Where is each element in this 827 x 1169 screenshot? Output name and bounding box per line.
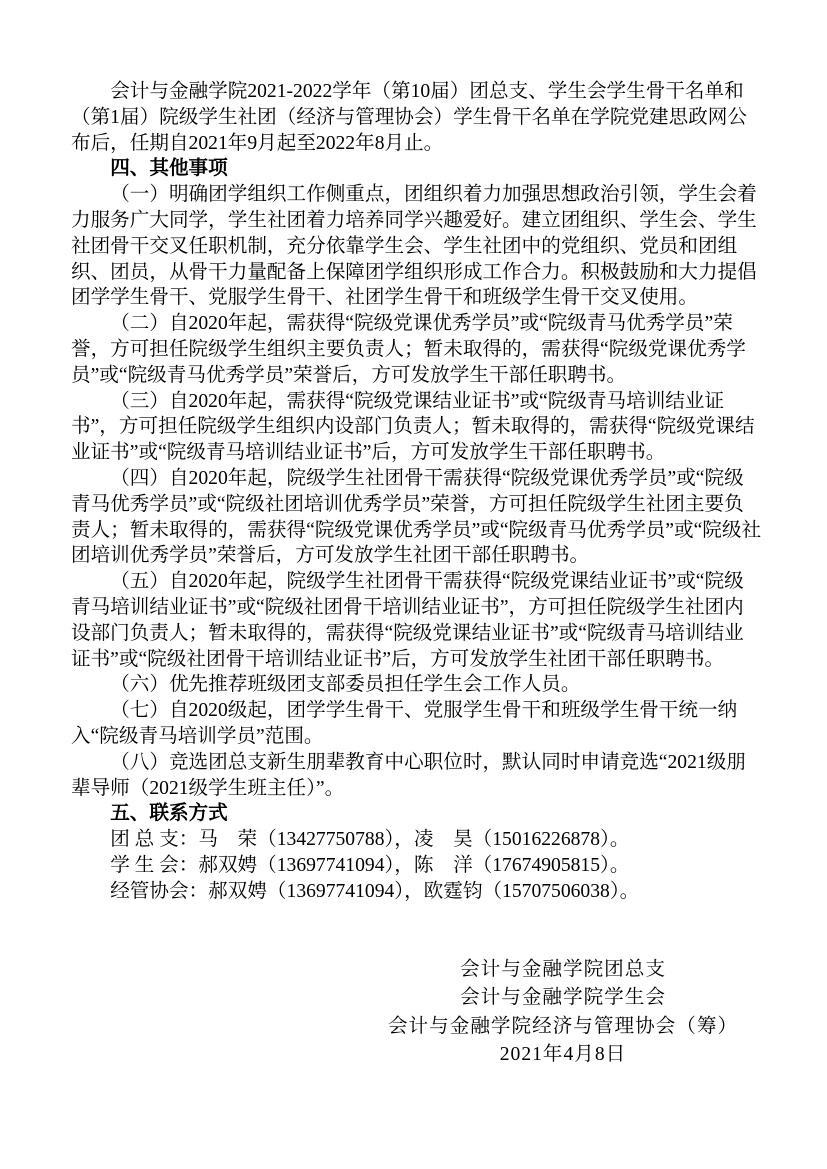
- signature-date: 2021年4月8日: [499, 1043, 627, 1065]
- document-body: [71, 79, 763, 905]
- contact-line-youth-league-branch: 团 总 支：马 荣（13427750788），凌 昊（15016226878）。: [110, 829, 630, 851]
- section-heading-other-matters: 四、其他事项: [110, 157, 228, 180]
- contact-line-econ-mgmt-assoc: 经管协会：郝双娉（13697741094），欧霆钧（15707506038）。: [110, 880, 640, 902]
- contact-line-student-union: 学 生 会：郝双娉（13697741094），陈 洋（17674905815）。: [110, 854, 630, 876]
- other-matters-item-7: （七）自2020级起，团学学生骨干、党服学生骨干和班级学生骨干统一纳入“院级青马培训学员”范围。: [71, 700, 738, 747]
- other-matters-item-8: （八）竞选团总支新生朋辈教育中心职位时，默认同时申请竞选“2021级朋辈导师（2021级学生班主任）”。: [71, 751, 746, 799]
- signature-org-3: 会计与金融学院经济与管理协会（筹）: [387, 1015, 739, 1037]
- section-heading-contact: 五、联系方式: [110, 802, 228, 825]
- signature-block: [363, 956, 763, 1069]
- other-matters-item-5: （五）自2020年起，院级学生社团骨干需获得“院级党课结业证书”或“院级青马培训结业证书”或“院级社团骨干培训结业证书”，方可担任院级学生社团内设部门负责人；暂未取得的，需获得“院级党课结业证书”或“院级青马培训结业证书”或“院级社团骨干培训结业证书”后，方可发放学生社团干部任职聘书。: [71, 571, 744, 670]
- other-matters-item-6: （六）优先推荐班级团支部委员担任学生会工作人员。: [110, 674, 581, 696]
- other-matters-item-3: （三）自2020年起，需获得“院级党课结业证书”或“院级青马培训结业证书”，方可担任院级学生组织内设部门负责人；暂未取得的，需获得“院级党课结业证书”或“院级青马培训结业证书”后，方可发放学生干部任职聘书。: [71, 390, 755, 464]
- intro-paragraph: 会计与金融学院2021-2022学年（第10届）团总支、学生会学生骨干名单和（第1届）院级学生社团（经济与管理协会）学生骨干名单在学院党建思政网公布后，任期自2021年9月起至2022年8月止。: [71, 81, 747, 154]
- signature-org-2: 会计与金融学院学生会: [460, 987, 666, 1009]
- other-matters-item-4: （四）自2020年起，院级学生社团骨干需获得“院级党课优秀学员”或“院级青马优秀学员”或“院级社团培训优秀学员”荣誉，方可担任院级学生社团主要负责人；暂未取得的，需获得“院级党课优秀学员”或“院级青马优秀学员”或“院级社团培训优秀学员”荣誉后，方可发放学生社团干部任职聘书。: [71, 467, 762, 567]
- other-matters-item-2: （二）自2020年起，需获得“院级党课优秀学员”或“院级青马优秀学员”荣誉，方可担任院级学生组织主要负责人；暂未取得的，需获得“院级党课优秀学员”或“院级青马优秀学员”荣誉后，方可发放学生干部任职聘书。: [71, 313, 746, 386]
- other-matters-item-1: （一）明确团学组织工作侧重点，团组织着力加强思想政治引领，学生会着力服务广大同学，学生社团着力培养同学兴趣爱好。建立团组织、学生会、学生社团骨干交叉任职机制，充分依靠学生会、学生社团中的党组织、党员和团组织、团员，从骨干力量配备上保障团学组织形成工作合力。积极鼓励和大力提倡团学学生骨干、党服学生骨干、社团学生骨干和班级学生骨干交叉使用。: [71, 184, 757, 309]
- signature-org-1: 会计与金融学院团总支: [460, 959, 666, 980]
